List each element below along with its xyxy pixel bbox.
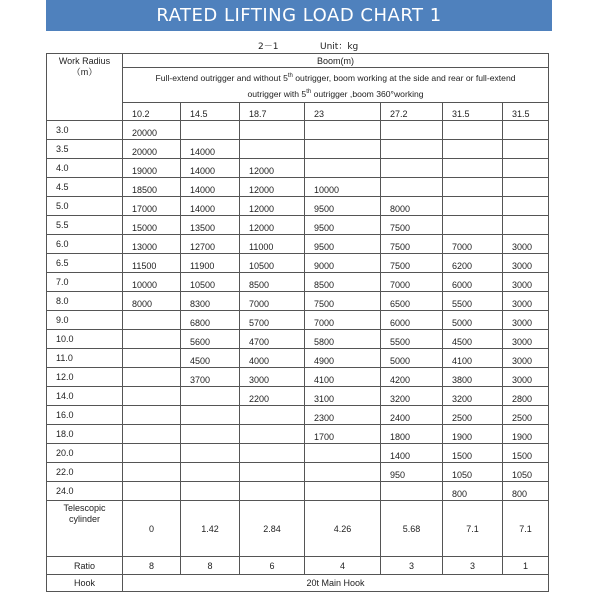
load-cell: 4100 — [305, 368, 381, 387]
radius-cell: 9.0 — [47, 311, 123, 330]
load-cell — [443, 121, 503, 140]
load-cell — [181, 482, 240, 501]
load-cell: 20000 — [123, 121, 181, 140]
ratio-label: Ratio — [47, 557, 123, 575]
load-cell — [443, 140, 503, 159]
radius-cell: 6.5 — [47, 254, 123, 273]
load-cell — [443, 216, 503, 235]
table-row — [47, 425, 549, 444]
load-cell — [123, 463, 181, 482]
load-cell — [123, 349, 181, 368]
telescopic-value: 5.68 — [381, 501, 443, 557]
load-cell — [381, 121, 443, 140]
load-cell: 3000 — [503, 254, 549, 273]
load-cell: 9500 — [305, 216, 381, 235]
load-cell: 7500 — [381, 235, 443, 254]
load-cell: 4900 — [305, 349, 381, 368]
load-cell: 8300 — [181, 292, 240, 311]
work-radius-header — [47, 54, 123, 121]
load-cell: 1800 — [381, 425, 443, 444]
chart-title: RATED LIFTING LOAD CHART 1 — [156, 5, 442, 26]
load-cell: 4500 — [181, 349, 240, 368]
load-cell — [305, 444, 381, 463]
radius-cell: 20.0 — [47, 444, 123, 463]
table-row — [47, 273, 549, 292]
load-cell — [240, 463, 305, 482]
load-cell: 9000 — [305, 254, 381, 273]
boom-length-cell: 10.2 — [123, 103, 181, 121]
telescopic-value: 4.26 — [305, 501, 381, 557]
load-cell — [123, 311, 181, 330]
work-radius-unit: （m） — [71, 67, 98, 77]
title-banner — [46, 0, 552, 31]
load-cell: 10000 — [305, 178, 381, 197]
boom-length-cell: 31.5 — [503, 103, 549, 121]
load-cell: 14000 — [181, 178, 240, 197]
radius-cell: 11.0 — [47, 349, 123, 368]
load-cell: 2400 — [381, 406, 443, 425]
ratio-value: 3 — [381, 557, 443, 575]
load-cell: 800 — [503, 482, 549, 501]
table-row — [47, 368, 549, 387]
ratio-value: 8 — [123, 557, 181, 575]
load-cell: 12700 — [181, 235, 240, 254]
load-cell: 9500 — [305, 235, 381, 254]
load-cell: 800 — [443, 482, 503, 501]
load-cell: 13000 — [123, 235, 181, 254]
load-cell — [305, 159, 381, 178]
load-cell: 12000 — [240, 159, 305, 178]
hook-label: Hook — [47, 575, 123, 592]
load-cell — [503, 197, 549, 216]
load-cell — [181, 406, 240, 425]
table-row — [47, 159, 549, 178]
load-cell: 3000 — [503, 330, 549, 349]
condition-line-1: Full-extend outrigger and without 5th outrigger, boom working at the side and rear or full-extend — [155, 73, 516, 83]
load-cell: 11900 — [181, 254, 240, 273]
radius-cell: 16.0 — [47, 406, 123, 425]
load-cell: 5500 — [443, 292, 503, 311]
table-row — [47, 387, 549, 406]
load-cell — [503, 216, 549, 235]
load-cell: 2200 — [240, 387, 305, 406]
load-cell — [503, 121, 549, 140]
load-cell — [123, 482, 181, 501]
load-cell — [503, 178, 549, 197]
table-row — [47, 254, 549, 273]
load-cell — [123, 368, 181, 387]
load-cell: 5500 — [381, 330, 443, 349]
load-cell: 1500 — [503, 444, 549, 463]
load-cell: 1400 — [381, 444, 443, 463]
radius-cell: 24.0 — [47, 482, 123, 501]
load-cell: 4100 — [443, 349, 503, 368]
load-cell — [181, 463, 240, 482]
table-row — [47, 216, 549, 235]
load-cell — [240, 140, 305, 159]
boom-length-cell: 31.5 — [443, 103, 503, 121]
load-cell — [381, 178, 443, 197]
load-cell: 11500 — [123, 254, 181, 273]
table-row — [47, 140, 549, 159]
load-cell — [240, 406, 305, 425]
table-row — [47, 178, 549, 197]
load-cell: 8500 — [305, 273, 381, 292]
load-cell: 7500 — [305, 292, 381, 311]
load-cell: 3200 — [381, 387, 443, 406]
telescopic-value: 0 — [123, 501, 181, 557]
load-cell: 6000 — [381, 311, 443, 330]
load-cell — [123, 425, 181, 444]
table-row — [47, 482, 549, 501]
load-cell: 3200 — [443, 387, 503, 406]
load-cell — [181, 425, 240, 444]
ratio-value: 4 — [305, 557, 381, 575]
load-cell: 8000 — [381, 197, 443, 216]
load-cell: 11000 — [240, 235, 305, 254]
load-cell: 10500 — [181, 273, 240, 292]
telescopic-value: 1.42 — [181, 501, 240, 557]
load-cell: 3000 — [503, 349, 549, 368]
load-cell: 6200 — [443, 254, 503, 273]
load-cell — [181, 121, 240, 140]
load-cell: 8000 — [123, 292, 181, 311]
boom-length-cell: 23 — [305, 103, 381, 121]
radius-cell: 4.5 — [47, 178, 123, 197]
hook-row — [47, 575, 549, 592]
load-cell: 3000 — [503, 235, 549, 254]
load-cell: 6800 — [181, 311, 240, 330]
load-cell: 6500 — [381, 292, 443, 311]
load-cell — [305, 482, 381, 501]
radius-cell: 18.0 — [47, 425, 123, 444]
load-cell: 3700 — [181, 368, 240, 387]
radius-cell: 8.0 — [47, 292, 123, 311]
load-cell — [305, 463, 381, 482]
load-cell: 2500 — [443, 406, 503, 425]
load-cell: 4000 — [240, 349, 305, 368]
load-cell: 14000 — [181, 140, 240, 159]
load-cell — [381, 482, 443, 501]
table-row — [47, 121, 549, 140]
load-cell: 5700 — [240, 311, 305, 330]
telescopic-label-line-2: cylinder — [68, 514, 100, 524]
ratio-row — [47, 557, 549, 575]
ratio-value: 8 — [181, 557, 240, 575]
load-cell: 5800 — [305, 330, 381, 349]
load-cell: 1900 — [503, 425, 549, 444]
table-row — [47, 406, 549, 425]
load-cell: 12000 — [240, 178, 305, 197]
table-row — [47, 292, 549, 311]
load-cell — [181, 444, 240, 463]
load-cell: 7000 — [305, 311, 381, 330]
load-cell — [123, 387, 181, 406]
load-cell — [123, 444, 181, 463]
radius-cell: 5.5 — [47, 216, 123, 235]
table-row — [47, 330, 549, 349]
load-cell: 3000 — [503, 311, 549, 330]
load-cell: 1700 — [305, 425, 381, 444]
unit-label: Unit：kg — [320, 42, 359, 52]
load-cell: 19000 — [123, 159, 181, 178]
load-cell: 13500 — [181, 216, 240, 235]
telescopic-value: 7.1 — [443, 501, 503, 557]
load-cell: 3000 — [503, 292, 549, 311]
load-cell: 7000 — [381, 273, 443, 292]
telescopic-label-line-1: Telescopic — [63, 503, 106, 513]
load-cell — [503, 159, 549, 178]
load-cell: 5000 — [381, 349, 443, 368]
header-row-condition — [47, 68, 549, 103]
load-cell: 3800 — [443, 368, 503, 387]
boom-header: Boom(m) — [123, 54, 549, 68]
load-cell: 1500 — [443, 444, 503, 463]
telescopic-value: 2.84 — [240, 501, 305, 557]
load-cell: 5600 — [181, 330, 240, 349]
load-cell — [240, 121, 305, 140]
load-cell: 1050 — [503, 463, 549, 482]
load-cell: 2500 — [503, 406, 549, 425]
table-row — [47, 463, 549, 482]
load-cell: 4500 — [443, 330, 503, 349]
boom-length-cell: 14.5 — [181, 103, 240, 121]
table-row — [47, 444, 549, 463]
load-cell: 1900 — [443, 425, 503, 444]
condition-line-2: outrigger with 5th outrigger ,boom 360°working — [247, 88, 424, 99]
load-cell: 2300 — [305, 406, 381, 425]
load-cell — [503, 140, 549, 159]
load-cell: 4700 — [240, 330, 305, 349]
hook-value: 20t Main Hook — [123, 575, 549, 592]
load-cell: 15000 — [123, 216, 181, 235]
header-row-boom — [47, 54, 549, 68]
boom-length-cell: 27.2 — [381, 103, 443, 121]
load-cell — [123, 330, 181, 349]
load-cell: 17000 — [123, 197, 181, 216]
load-cell: 12000 — [240, 197, 305, 216]
ratio-value: 1 — [503, 557, 549, 575]
load-cell: 7000 — [240, 292, 305, 311]
boom-length-cell: 18.7 — [240, 103, 305, 121]
load-cell: 7500 — [381, 216, 443, 235]
radius-cell: 5.0 — [47, 197, 123, 216]
load-cell — [305, 140, 381, 159]
radius-cell: 3.0 — [47, 121, 123, 140]
radius-cell: 3.5 — [47, 140, 123, 159]
load-cell — [381, 159, 443, 178]
telescopic-row — [47, 501, 549, 557]
table-row — [47, 197, 549, 216]
operating-condition — [123, 68, 549, 103]
ratio-value: 6 — [240, 557, 305, 575]
load-cell: 6000 — [443, 273, 503, 292]
boom-length-row — [47, 103, 549, 121]
radius-cell: 22.0 — [47, 463, 123, 482]
load-cell — [240, 444, 305, 463]
load-cell: 8500 — [240, 273, 305, 292]
load-cell: 1050 — [443, 463, 503, 482]
load-cell: 20000 — [123, 140, 181, 159]
load-cell: 9500 — [305, 197, 381, 216]
load-cell — [381, 140, 443, 159]
load-cell: 3100 — [305, 387, 381, 406]
load-cell — [443, 178, 503, 197]
load-cell: 14000 — [181, 197, 240, 216]
radius-cell: 10.0 — [47, 330, 123, 349]
load-cell — [443, 159, 503, 178]
radius-cell: 14.0 — [47, 387, 123, 406]
load-cell: 10000 — [123, 273, 181, 292]
load-cell: 5000 — [443, 311, 503, 330]
load-cell: 950 — [381, 463, 443, 482]
load-cell — [240, 425, 305, 444]
table-row — [47, 349, 549, 368]
lifting-load-table — [46, 53, 549, 592]
table-row — [47, 311, 549, 330]
load-cell: 12000 — [240, 216, 305, 235]
radius-cell: 7.0 — [47, 273, 123, 292]
load-cell: 3000 — [503, 273, 549, 292]
load-cell — [240, 482, 305, 501]
radius-cell: 12.0 — [47, 368, 123, 387]
radius-cell: 6.0 — [47, 235, 123, 254]
load-cell: 10500 — [240, 254, 305, 273]
load-cell: 3000 — [240, 368, 305, 387]
load-cell: 18500 — [123, 178, 181, 197]
ratio-value: 3 — [443, 557, 503, 575]
telescopic-label — [47, 501, 123, 557]
work-radius-label: Work Radius — [58, 56, 111, 66]
radius-cell: 4.0 — [47, 159, 123, 178]
load-cell: 2800 — [503, 387, 549, 406]
load-cell — [443, 197, 503, 216]
load-cell: 7500 — [381, 254, 443, 273]
load-cell: 3000 — [503, 368, 549, 387]
load-cell — [123, 406, 181, 425]
load-cell: 14000 — [181, 159, 240, 178]
table-number: 2－1 — [258, 42, 279, 52]
load-cell — [181, 387, 240, 406]
load-cell — [305, 121, 381, 140]
table-row — [47, 235, 549, 254]
load-cell: 4200 — [381, 368, 443, 387]
load-cell: 7000 — [443, 235, 503, 254]
telescopic-value: 7.1 — [503, 501, 549, 557]
